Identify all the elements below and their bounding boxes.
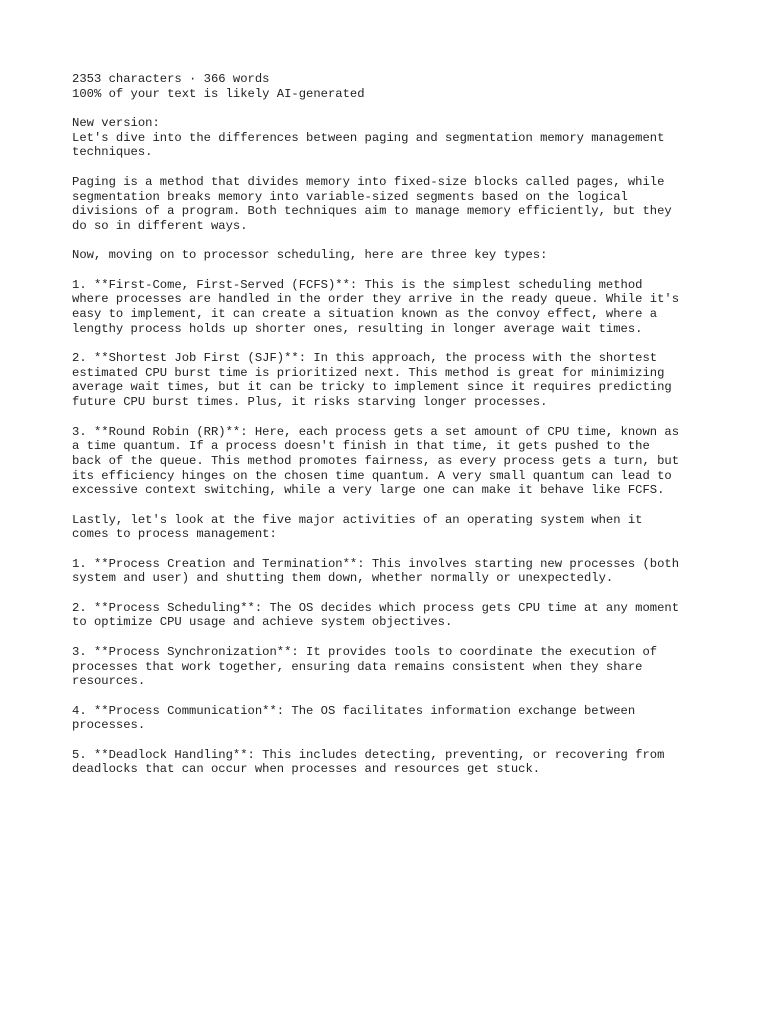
activity-deadlock-handling bbox=[72, 748, 712, 777]
paragraph-line: 5. **Deadlock Handling**: This includes detecting, preventing, or recovering from bbox=[72, 747, 665, 762]
paragraph-line: do so in different ways. bbox=[72, 218, 248, 233]
spacer bbox=[72, 101, 712, 116]
paragraph-line: 1. **Process Creation and Termination**: This involves starting new processes (both bbox=[72, 556, 680, 571]
paragraph-line: comes to process management: bbox=[72, 527, 277, 542]
paragraph-line: back of the queue. This method promotes fairness, as every process gets a turn, but bbox=[72, 453, 680, 468]
intro-line: techniques. bbox=[72, 145, 153, 160]
paragraph-line: a time quantum. If a process doesn't finish in that time, it gets pushed to the bbox=[72, 439, 650, 454]
paragraph-line: segmentation breaks memory into variable-sized segments based on the logical bbox=[72, 189, 628, 204]
spacer bbox=[72, 410, 712, 425]
paragraph-line: future CPU burst times. Plus, it risks starving longer processes. bbox=[72, 395, 548, 410]
spacer bbox=[72, 586, 712, 601]
activities-intro-paragraph bbox=[72, 513, 712, 542]
paragraph-line: average wait times, but it can be tricky to implement since it requires predicting bbox=[72, 380, 672, 395]
activity-creation-termination bbox=[72, 557, 712, 586]
paragraph-line: lengthy process holds up shorter ones, resulting in longer average wait times. bbox=[72, 321, 643, 336]
sjf-paragraph bbox=[72, 351, 712, 410]
paragraph-line: estimated CPU burst time is prioritized next. This method is great for minimizing bbox=[72, 365, 665, 380]
spacer bbox=[72, 498, 712, 513]
paragraph-line: deadlocks that can occur when processes and resources get stuck. bbox=[72, 762, 541, 777]
intro-line: Let's dive into the differences between paging and segmentation memory management bbox=[72, 130, 665, 145]
character-word-count: 2353 characters · 366 words bbox=[72, 72, 270, 86]
stats-block bbox=[72, 72, 712, 101]
spacer bbox=[72, 733, 712, 748]
paragraph-line: 2. **Process Scheduling**: The OS decides which process gets CPU time at any moment bbox=[72, 600, 680, 615]
paragraph-line: excessive context switching, while a very large one can make it behave like FCFS. bbox=[72, 483, 665, 498]
paragraph-line: system and user) and shutting them down, whether normally or unexpectedly. bbox=[72, 571, 614, 586]
paragraph-line: processes. bbox=[72, 718, 146, 733]
scheduling-intro-paragraph bbox=[72, 248, 712, 263]
activity-synchronization bbox=[72, 645, 712, 689]
round-robin-paragraph bbox=[72, 425, 712, 498]
activity-scheduling bbox=[72, 601, 712, 630]
paragraph-line: 3. **Process Synchronization**: It provides tools to coordinate the execution of bbox=[72, 644, 658, 659]
ai-detection-score: 100% of your text is likely AI-generated bbox=[72, 86, 365, 101]
spacer bbox=[72, 336, 712, 351]
paging-paragraph bbox=[72, 175, 712, 234]
paragraph-line: to optimize CPU usage and achieve system objectives. bbox=[72, 615, 453, 630]
paragraph-line: processes that work together, ensuring data remains consistent when they share bbox=[72, 659, 643, 674]
spacer bbox=[72, 689, 712, 704]
paragraph-line: easy to implement, it can create a situation known as the convoy effect, where a bbox=[72, 307, 658, 321]
activity-communication bbox=[72, 704, 712, 733]
paragraph-line: Now, moving on to processor scheduling, here are three key types: bbox=[72, 248, 548, 263]
spacer bbox=[72, 630, 712, 645]
paragraph-line: Paging is a method that divides memory into fixed-size blocks called pages, while bbox=[72, 174, 665, 189]
paragraph-line: 4. **Process Communication**: The OS facilitates information exchange between bbox=[72, 703, 636, 718]
paragraph-line: 2. **Shortest Job First (SJF)**: In this approach, the process with the shortest bbox=[72, 351, 658, 366]
new-version-block bbox=[72, 116, 712, 160]
spacer bbox=[72, 542, 712, 557]
spacer bbox=[72, 160, 712, 175]
document-page bbox=[72, 72, 712, 777]
paragraph-line: its efficiency hinges on the chosen time quantum. A very small quantum can lead to bbox=[72, 468, 672, 483]
paragraph-line: 3. **Round Robin (RR)**: Here, each process gets a set amount of CPU time, known as bbox=[72, 424, 680, 439]
paragraph-line: divisions of a program. Both techniques aim to manage memory efficiently, but they bbox=[72, 204, 672, 219]
paragraph-line: Lastly, let's look at the five major activities of an operating system when it bbox=[72, 512, 643, 527]
spacer bbox=[72, 263, 712, 278]
fcfs-paragraph bbox=[72, 278, 712, 337]
paragraph-line: resources. bbox=[72, 674, 146, 689]
spacer bbox=[72, 234, 712, 249]
new-version-heading: New version: bbox=[72, 116, 160, 131]
paragraph-line: where processes are handled in the order they arrive in the ready queue. While it's bbox=[72, 292, 680, 307]
paragraph-line: 1. **First-Come, First-Served (FCFS)**: This is the simplest scheduling method bbox=[72, 277, 643, 292]
